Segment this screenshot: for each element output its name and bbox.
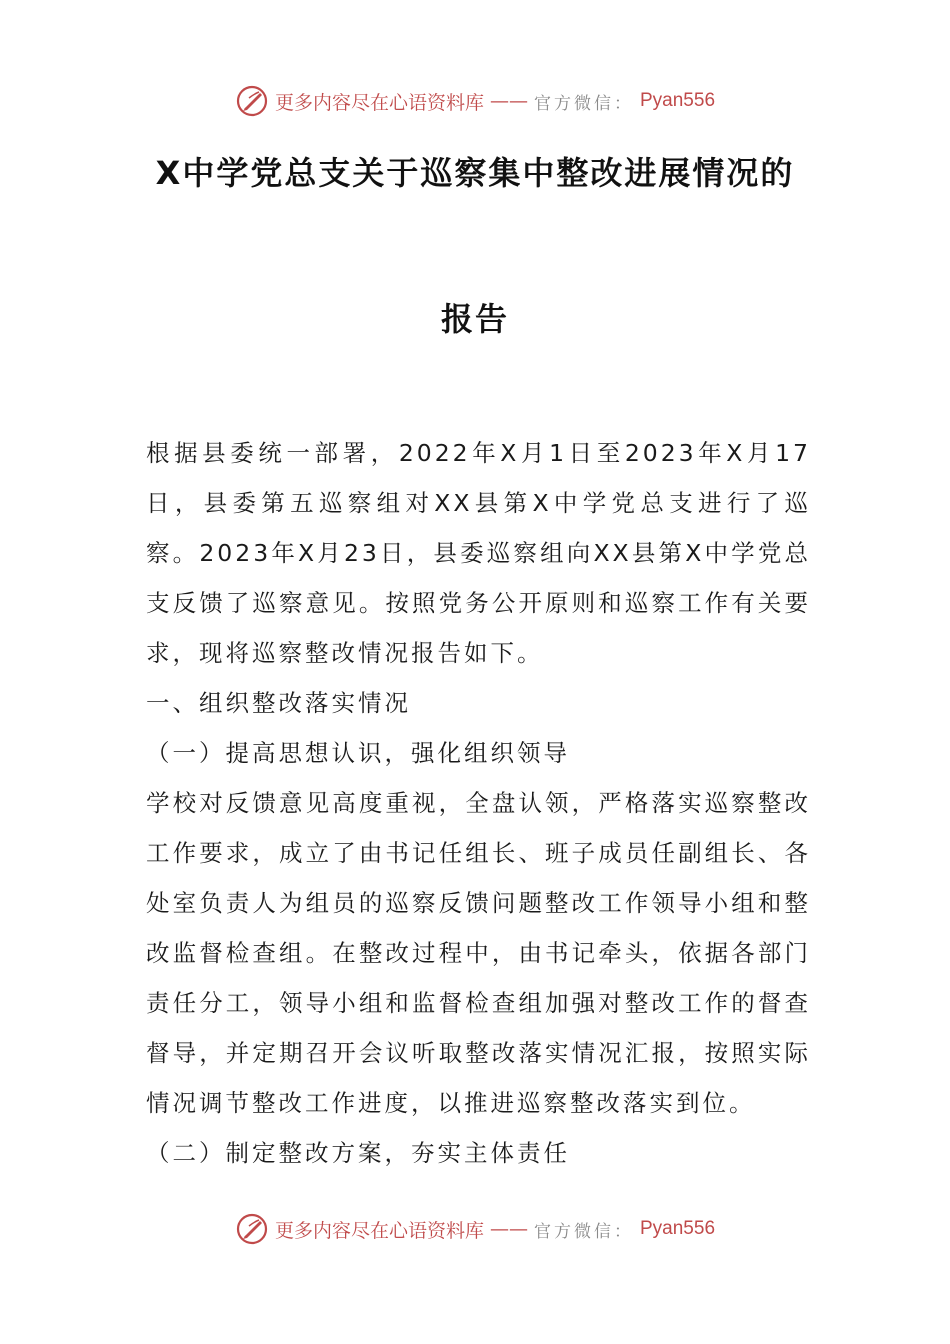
document-body xyxy=(146,428,811,1178)
quill-pen-logo-icon xyxy=(235,84,269,118)
wechat-id: Pyan556 xyxy=(640,1218,716,1239)
section-heading-1: 一、组织整改落实情况 xyxy=(146,689,411,717)
paragraph-intro: 根据县委统一部署，2022年X月1日至2023年X月17日，县委第五巡察组对XX县第X中学党总支进行了巡察。2023年X月23日，县委巡察组向XX县第X中学党总支反馈了巡察意见。按照党务公开原则和巡察工作有关要求，现将巡察整改情况报告如下。 xyxy=(146,439,811,667)
banner-text: 更多内容尽在心语资料库 xyxy=(274,1219,484,1242)
subsection-heading-2: （二）制定整改方案，夯实主体责任 xyxy=(146,1139,570,1167)
subsection-heading-1: （一）提高思想认识，强化组织领导 xyxy=(146,739,570,767)
paragraph-organization: 学校对反馈意见高度重视，全盘认领，严格落实巡察整改工作要求，成立了由书记任组长、班子成员任副组长、各处室负责人为组员的巡察反馈问题整改工作领导小组和整改监督检查组。在整改过程中，由书记牵头，依据各部门责任分工，领导小组和监督检查组加强对整改工作的督查督导，并定期召开会议听取整改落实情况汇报，按照实际情况调节整改工作进度，以推进巡察整改落实到位。 xyxy=(146,789,811,1117)
wechat-label: 官方微信： xyxy=(534,1221,634,1242)
banner-dash: —— xyxy=(490,1218,528,1240)
document-title-line2: 报告 xyxy=(440,300,509,338)
document-title-line1: X中学党总支关于巡察集中整改进展情况的 xyxy=(155,154,795,192)
footer-banner xyxy=(0,1212,950,1246)
wechat-id: Pyan556 xyxy=(640,90,716,111)
banner-dash: —— xyxy=(490,90,528,112)
wechat-label: 官方微信： xyxy=(534,93,634,114)
quill-pen-logo-icon xyxy=(235,1212,269,1246)
banner-text: 更多内容尽在心语资料库 xyxy=(274,91,484,114)
header-banner xyxy=(0,84,950,118)
